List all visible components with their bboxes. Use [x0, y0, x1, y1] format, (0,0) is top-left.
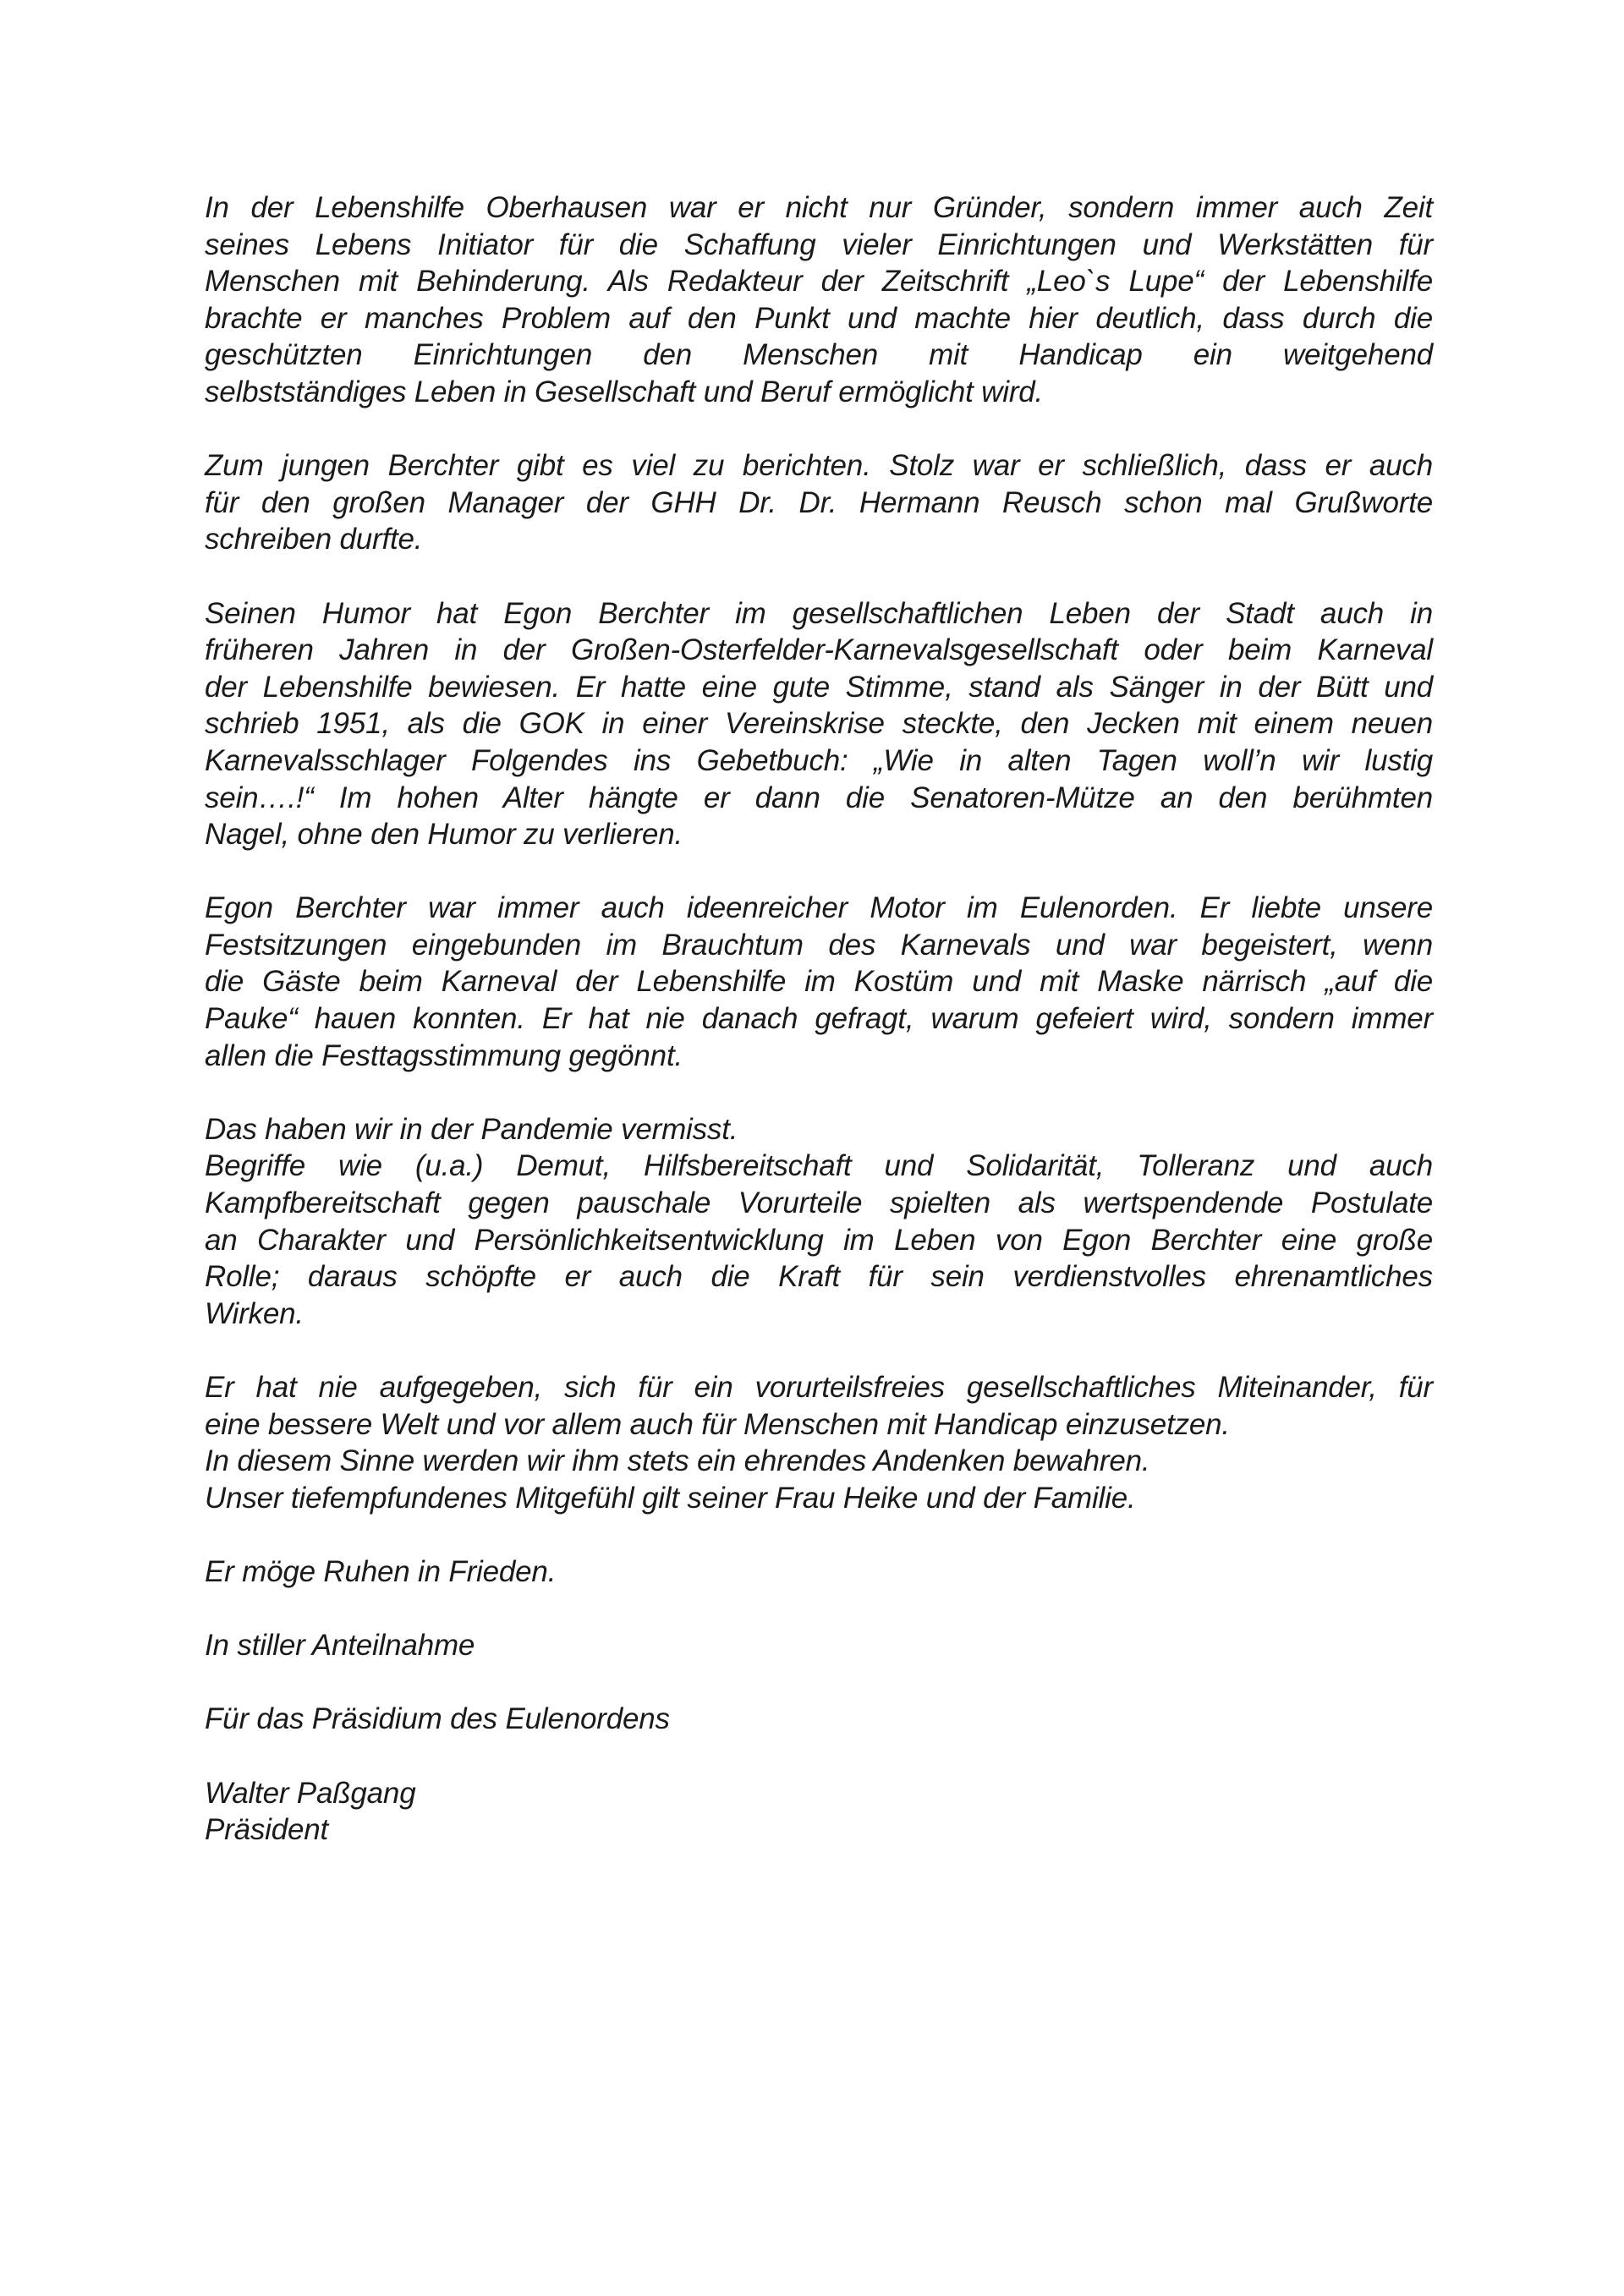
- text-line: Kampfbereitschaft gegen pauschale Vorurteile spielten als wertspendende Postulate: [205, 1186, 1433, 1220]
- text-line: Rolle; daraus schöpfte er auch die Kraft für sein verdienstvolles ehrenamtliches: [205, 1260, 1433, 1294]
- text-line: sein….!“ Im hohen Alter hängte er dann die Senatoren-Mütze an den berühmten: [205, 781, 1433, 814]
- paragraph-humor: [205, 595, 1433, 853]
- text-line: In diesem Sinne werden wir ihm stets ein ehrendes Andenken bewahren.: [205, 1444, 1150, 1478]
- text-line: Seinen Humor hat Egon Berchter im gesellschaftlichen Leben der Stadt auch in: [205, 596, 1433, 630]
- text-line: für den großen Manager der GHH Dr. Dr. Hermann Reusch schon mal Grußworte: [205, 485, 1433, 519]
- text-line: seines Lebens Initiator für die Schaffung vieler Einrichtungen und Werkstätten für: [205, 227, 1433, 261]
- condolence-line: In stiller Anteilnahme: [205, 1629, 475, 1663]
- on-behalf-line: Für das Präsidium des Eulenordens: [205, 1702, 670, 1736]
- text-line: der Lebenshilfe bewiesen. Er hatte eine gute Stimme, stand als Sänger in der Bütt und: [205, 670, 1433, 704]
- text-line: Festsitzungen eingebunden im Brauchtum des Karnevals und war begeistert, wenn: [205, 928, 1433, 962]
- text-line: früheren Jahren in der Großen-Osterfelder-Karnevalsgesellschaft oder beim Karneval: [205, 633, 1433, 667]
- text-line: Pauke“ hauen konnten. Er hat nie danach gefragt, warum gefeiert wird, sondern immer: [205, 1002, 1433, 1036]
- text-line: schreiben durfte.: [205, 523, 423, 556]
- signer-title: Präsident: [205, 1813, 329, 1847]
- text-line: In der Lebenshilfe Oberhausen war er nicht nur Gründer, sondern immer auch Zeit: [205, 191, 1433, 224]
- text-line: Begriffe wie (u.a.) Demut, Hilfsbereitschaft und Solidarität, Tolleranz und auch: [205, 1149, 1433, 1183]
- letter-body: [205, 189, 1433, 1849]
- text-line: Karnevalsschlager Folgendes ins Gebetbuch: „Wie in alten Tagen woll’n wir lustig: [205, 743, 1433, 777]
- text-line: Egon Berchter war immer auch ideenreicher Motor im Eulenorden. Er liebte unsere: [205, 891, 1433, 925]
- text-line: allen die Festtagsstimmung gegönnt.: [205, 1038, 683, 1072]
- text-line: schrieb 1951, als die GOK in einer Vereinskrise steckte, den Jecken mit einem neuen: [205, 707, 1433, 741]
- text-line: an Charakter und Persönlichkeitsentwicklung im Leben von Egon Berchter eine große: [205, 1223, 1433, 1257]
- text-line: brachte er manches Problem auf den Punkt und machte hier deutlich, dass durch die: [205, 301, 1433, 335]
- signer-name: Walter Paßgang: [205, 1776, 416, 1810]
- paragraph-junger-berchter: [205, 447, 1433, 558]
- text-line: Wirken.: [205, 1296, 304, 1330]
- paragraph-eulenorden: [205, 890, 1433, 1074]
- text-line: Nagel, ohne den Humor zu verlieren.: [205, 818, 683, 852]
- text-line: die Gäste beim Karneval der Lebenshilfe im Kostüm und mit Maske närrisch „auf die: [205, 965, 1433, 999]
- paragraph-lebenshilfe: [205, 189, 1433, 411]
- text-line: Menschen mit Behinderung. Als Redakteur der Zeitschrift „Leo`s Lupe“ der Lebenshilfe: [205, 265, 1433, 299]
- text-line: Zum jungen Berchter gibt es viel zu berichten. Stolz war er schließlich, dass er auch: [205, 449, 1433, 483]
- text-line: selbstständiges Leben in Gesellschaft und Beruf ermöglicht wird.: [205, 375, 1044, 408]
- signature-block: [205, 1775, 1433, 1849]
- text-line: Das haben wir in der Pandemie vermisst.: [205, 1112, 738, 1146]
- text-line: geschützten Einrichtungen den Menschen mit Handicap ein weitgehend: [205, 338, 1433, 372]
- text-line: eine bessere Welt und vor allem auch für Menschen mit Handicap einzusetzen.: [205, 1407, 1230, 1441]
- farewell-line: Er möge Ruhen in Frieden.: [205, 1554, 557, 1588]
- text-line: Unser tiefempfundenes Mitgefühl gilt seiner Frau Heike und der Familie.: [205, 1481, 1136, 1515]
- paragraph-andenken: [205, 1369, 1433, 1516]
- text-line: Er hat nie aufgegeben, sich für ein vorurteilsfreies gesellschaftliches Miteinander, für: [205, 1371, 1433, 1404]
- paragraph-pandemie: [205, 1111, 1433, 1333]
